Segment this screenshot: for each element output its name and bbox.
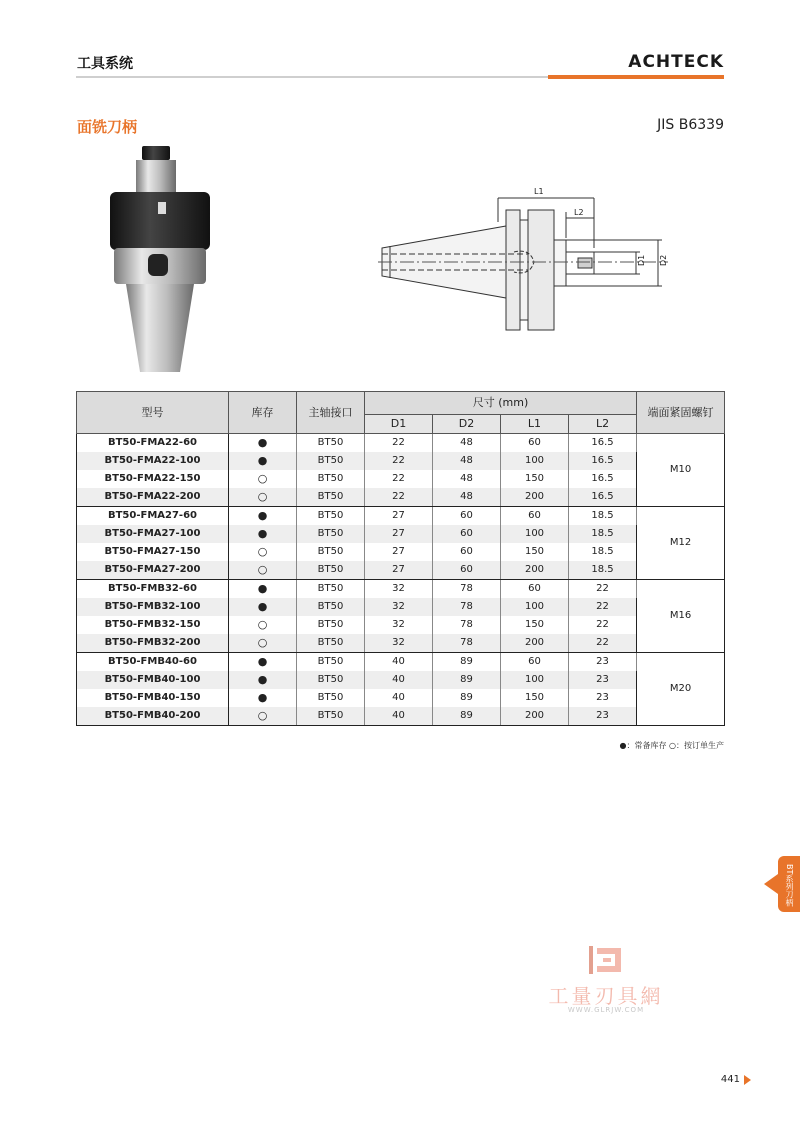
dim-label-l1: L1 (534, 187, 544, 196)
cell-model: BT50-FMA22-200 (77, 488, 229, 507)
cell-stock: ○ (229, 543, 297, 561)
header-dimensions: 尺寸 (mm) (365, 392, 637, 415)
cell-spindle: BT50 (297, 598, 365, 616)
cell-stock: ● (229, 598, 297, 616)
cell-l1: 60 (501, 507, 569, 526)
header-accent-bar (548, 75, 724, 79)
cell-d2: 89 (433, 671, 501, 689)
cell-l2: 23 (569, 671, 637, 689)
cell-spindle: BT50 (297, 470, 365, 488)
cell-l2: 22 (569, 598, 637, 616)
cell-spindle: BT50 (297, 434, 365, 453)
product-title: 面铣刀柄 (77, 118, 138, 136)
cell-l1: 60 (501, 580, 569, 599)
cell-d2: 48 (433, 470, 501, 488)
side-tab-label: BT系列刀柄 (785, 863, 794, 907)
cell-l1: 100 (501, 452, 569, 470)
header-spindle: 主轴接口 (297, 392, 365, 434)
cell-d2: 78 (433, 616, 501, 634)
cell-screw: M12 (637, 507, 725, 580)
header-model: 型号 (77, 392, 229, 434)
header-stock: 库存 (229, 392, 297, 434)
table-row (77, 671, 725, 689)
dim-label-d2: D2 (659, 254, 668, 266)
cell-l1: 200 (501, 634, 569, 653)
cell-spindle: BT50 (297, 653, 365, 672)
cell-l2: 23 (569, 689, 637, 707)
cell-d2: 48 (433, 488, 501, 507)
header-d2: D2 (433, 415, 501, 434)
cell-model: BT50-FMA22-150 (77, 470, 229, 488)
cell-l1: 200 (501, 707, 569, 726)
table-row (77, 434, 725, 453)
watermark-url: WWW.GLRJW.COM (567, 1006, 645, 1014)
table-row (77, 689, 725, 707)
cell-stock: ○ (229, 616, 297, 634)
cell-spindle: BT50 (297, 580, 365, 599)
cell-l1: 100 (501, 671, 569, 689)
side-tab-arrow (764, 874, 778, 894)
cell-model: BT50-FMA22-100 (77, 452, 229, 470)
cell-d1: 27 (365, 543, 433, 561)
cell-spindle: BT50 (297, 616, 365, 634)
cell-screw: M20 (637, 653, 725, 726)
page-number: 441 (720, 1074, 740, 1085)
cell-d2: 78 (433, 580, 501, 599)
cell-model: BT50-FMB32-150 (77, 616, 229, 634)
spec-table-body (77, 434, 725, 726)
table-row (77, 452, 725, 470)
cell-l2: 22 (569, 634, 637, 653)
cell-d1: 27 (365, 525, 433, 543)
cell-d1: 22 (365, 434, 433, 453)
cell-stock: ● (229, 434, 297, 453)
cell-spindle: BT50 (297, 488, 365, 507)
cell-spindle: BT50 (297, 452, 365, 470)
table-row (77, 616, 725, 634)
cell-model: BT50-FMB40-60 (77, 653, 229, 672)
cell-l2: 18.5 (569, 561, 637, 580)
cell-l1: 100 (501, 598, 569, 616)
cell-stock: ● (229, 507, 297, 526)
cell-d2: 89 (433, 689, 501, 707)
cell-d1: 40 (365, 707, 433, 726)
cell-model: BT50-FMB40-200 (77, 707, 229, 726)
dim-label-l2: L2 (574, 208, 584, 217)
cell-d1: 40 (365, 689, 433, 707)
cell-stock: ● (229, 580, 297, 599)
cell-model: BT50-FMB40-100 (77, 671, 229, 689)
watermark-logo-icon (583, 944, 627, 976)
cell-l2: 23 (569, 653, 637, 672)
cell-spindle: BT50 (297, 634, 365, 653)
cell-d1: 40 (365, 653, 433, 672)
cell-model: BT50-FMA27-60 (77, 507, 229, 526)
header-l2: L2 (569, 415, 637, 434)
cell-l1: 100 (501, 525, 569, 543)
header-l1: L1 (501, 415, 569, 434)
cell-l2: 18.5 (569, 525, 637, 543)
cell-spindle: BT50 (297, 561, 365, 580)
cell-d2: 60 (433, 543, 501, 561)
cell-stock: ● (229, 671, 297, 689)
table-row (77, 707, 725, 726)
cell-l1: 200 (501, 488, 569, 507)
header-divider (76, 76, 548, 78)
cell-stock: ○ (229, 488, 297, 507)
cell-l2: 16.5 (569, 452, 637, 470)
table-row (77, 470, 725, 488)
table-row (77, 653, 725, 672)
table-row (77, 543, 725, 561)
header-section-title: 工具系统 (77, 56, 133, 72)
cell-model: BT50-FMA22-60 (77, 434, 229, 453)
cell-l1: 60 (501, 434, 569, 453)
cell-l1: 150 (501, 689, 569, 707)
page-next-arrow-icon[interactable] (744, 1075, 751, 1085)
cell-l2: 22 (569, 616, 637, 634)
cell-l1: 200 (501, 561, 569, 580)
cell-model: BT50-FMA27-100 (77, 525, 229, 543)
table-row (77, 598, 725, 616)
cell-stock: ● (229, 525, 297, 543)
cell-stock: ● (229, 689, 297, 707)
cell-model: BT50-FMB32-100 (77, 598, 229, 616)
cell-d1: 32 (365, 634, 433, 653)
cell-stock: ● (229, 452, 297, 470)
cell-spindle: BT50 (297, 671, 365, 689)
table-row (77, 561, 725, 580)
cell-d1: 22 (365, 452, 433, 470)
table-row (77, 507, 725, 526)
cell-d1: 27 (365, 561, 433, 580)
cell-l2: 23 (569, 707, 637, 726)
table-row (77, 488, 725, 507)
cell-stock: ○ (229, 470, 297, 488)
cell-spindle: BT50 (297, 689, 365, 707)
cell-d2: 60 (433, 561, 501, 580)
spec-table (76, 391, 725, 726)
cell-d1: 32 (365, 598, 433, 616)
product-standard: JIS B6339 (657, 117, 724, 133)
product-photo (100, 140, 220, 375)
cell-d2: 48 (433, 452, 501, 470)
cell-model: BT50-FMA27-200 (77, 561, 229, 580)
cell-d2: 89 (433, 707, 501, 726)
cell-l2: 18.5 (569, 543, 637, 561)
table-row (77, 634, 725, 653)
cell-d2: 78 (433, 598, 501, 616)
cell-d2: 60 (433, 507, 501, 526)
cell-l1: 150 (501, 616, 569, 634)
cell-l2: 16.5 (569, 434, 637, 453)
cell-d2: 60 (433, 525, 501, 543)
cell-model: BT50-FMA27-150 (77, 543, 229, 561)
cell-d1: 22 (365, 488, 433, 507)
cell-d1: 22 (365, 470, 433, 488)
cell-stock: ● (229, 653, 297, 672)
table-row (77, 525, 725, 543)
cell-d1: 27 (365, 507, 433, 526)
cell-l1: 150 (501, 470, 569, 488)
stock-legend: ●：常备库存 ○：按订单生产 (619, 741, 724, 750)
cell-d1: 32 (365, 580, 433, 599)
cell-model: BT50-FMB40-150 (77, 689, 229, 707)
watermark-text: 工量刃具網 (548, 984, 664, 1008)
dim-label-d1: D1 (637, 254, 646, 266)
cell-d1: 40 (365, 671, 433, 689)
cell-d1: 32 (365, 616, 433, 634)
cell-l2: 16.5 (569, 488, 637, 507)
technical-drawing (378, 182, 724, 342)
cell-l2: 16.5 (569, 470, 637, 488)
cell-l1: 150 (501, 543, 569, 561)
cell-d2: 78 (433, 634, 501, 653)
cell-d2: 48 (433, 434, 501, 453)
brand-logo: ACHTECK (628, 52, 724, 72)
cell-d2: 89 (433, 653, 501, 672)
cell-spindle: BT50 (297, 543, 365, 561)
cell-l1: 60 (501, 653, 569, 672)
cell-stock: ○ (229, 707, 297, 726)
cell-spindle: BT50 (297, 707, 365, 726)
cell-spindle: BT50 (297, 525, 365, 543)
cell-spindle: BT50 (297, 507, 365, 526)
cell-screw: M16 (637, 580, 725, 653)
cell-model: BT50-FMB32-200 (77, 634, 229, 653)
header-screw: 端面紧固螺钉 (637, 392, 725, 434)
cell-l2: 22 (569, 580, 637, 599)
cell-stock: ○ (229, 561, 297, 580)
cell-stock: ○ (229, 634, 297, 653)
cell-model: BT50-FMB32-60 (77, 580, 229, 599)
table-row (77, 580, 725, 599)
cell-l2: 18.5 (569, 507, 637, 526)
header-d1: D1 (365, 415, 433, 434)
cell-screw: M10 (637, 434, 725, 507)
